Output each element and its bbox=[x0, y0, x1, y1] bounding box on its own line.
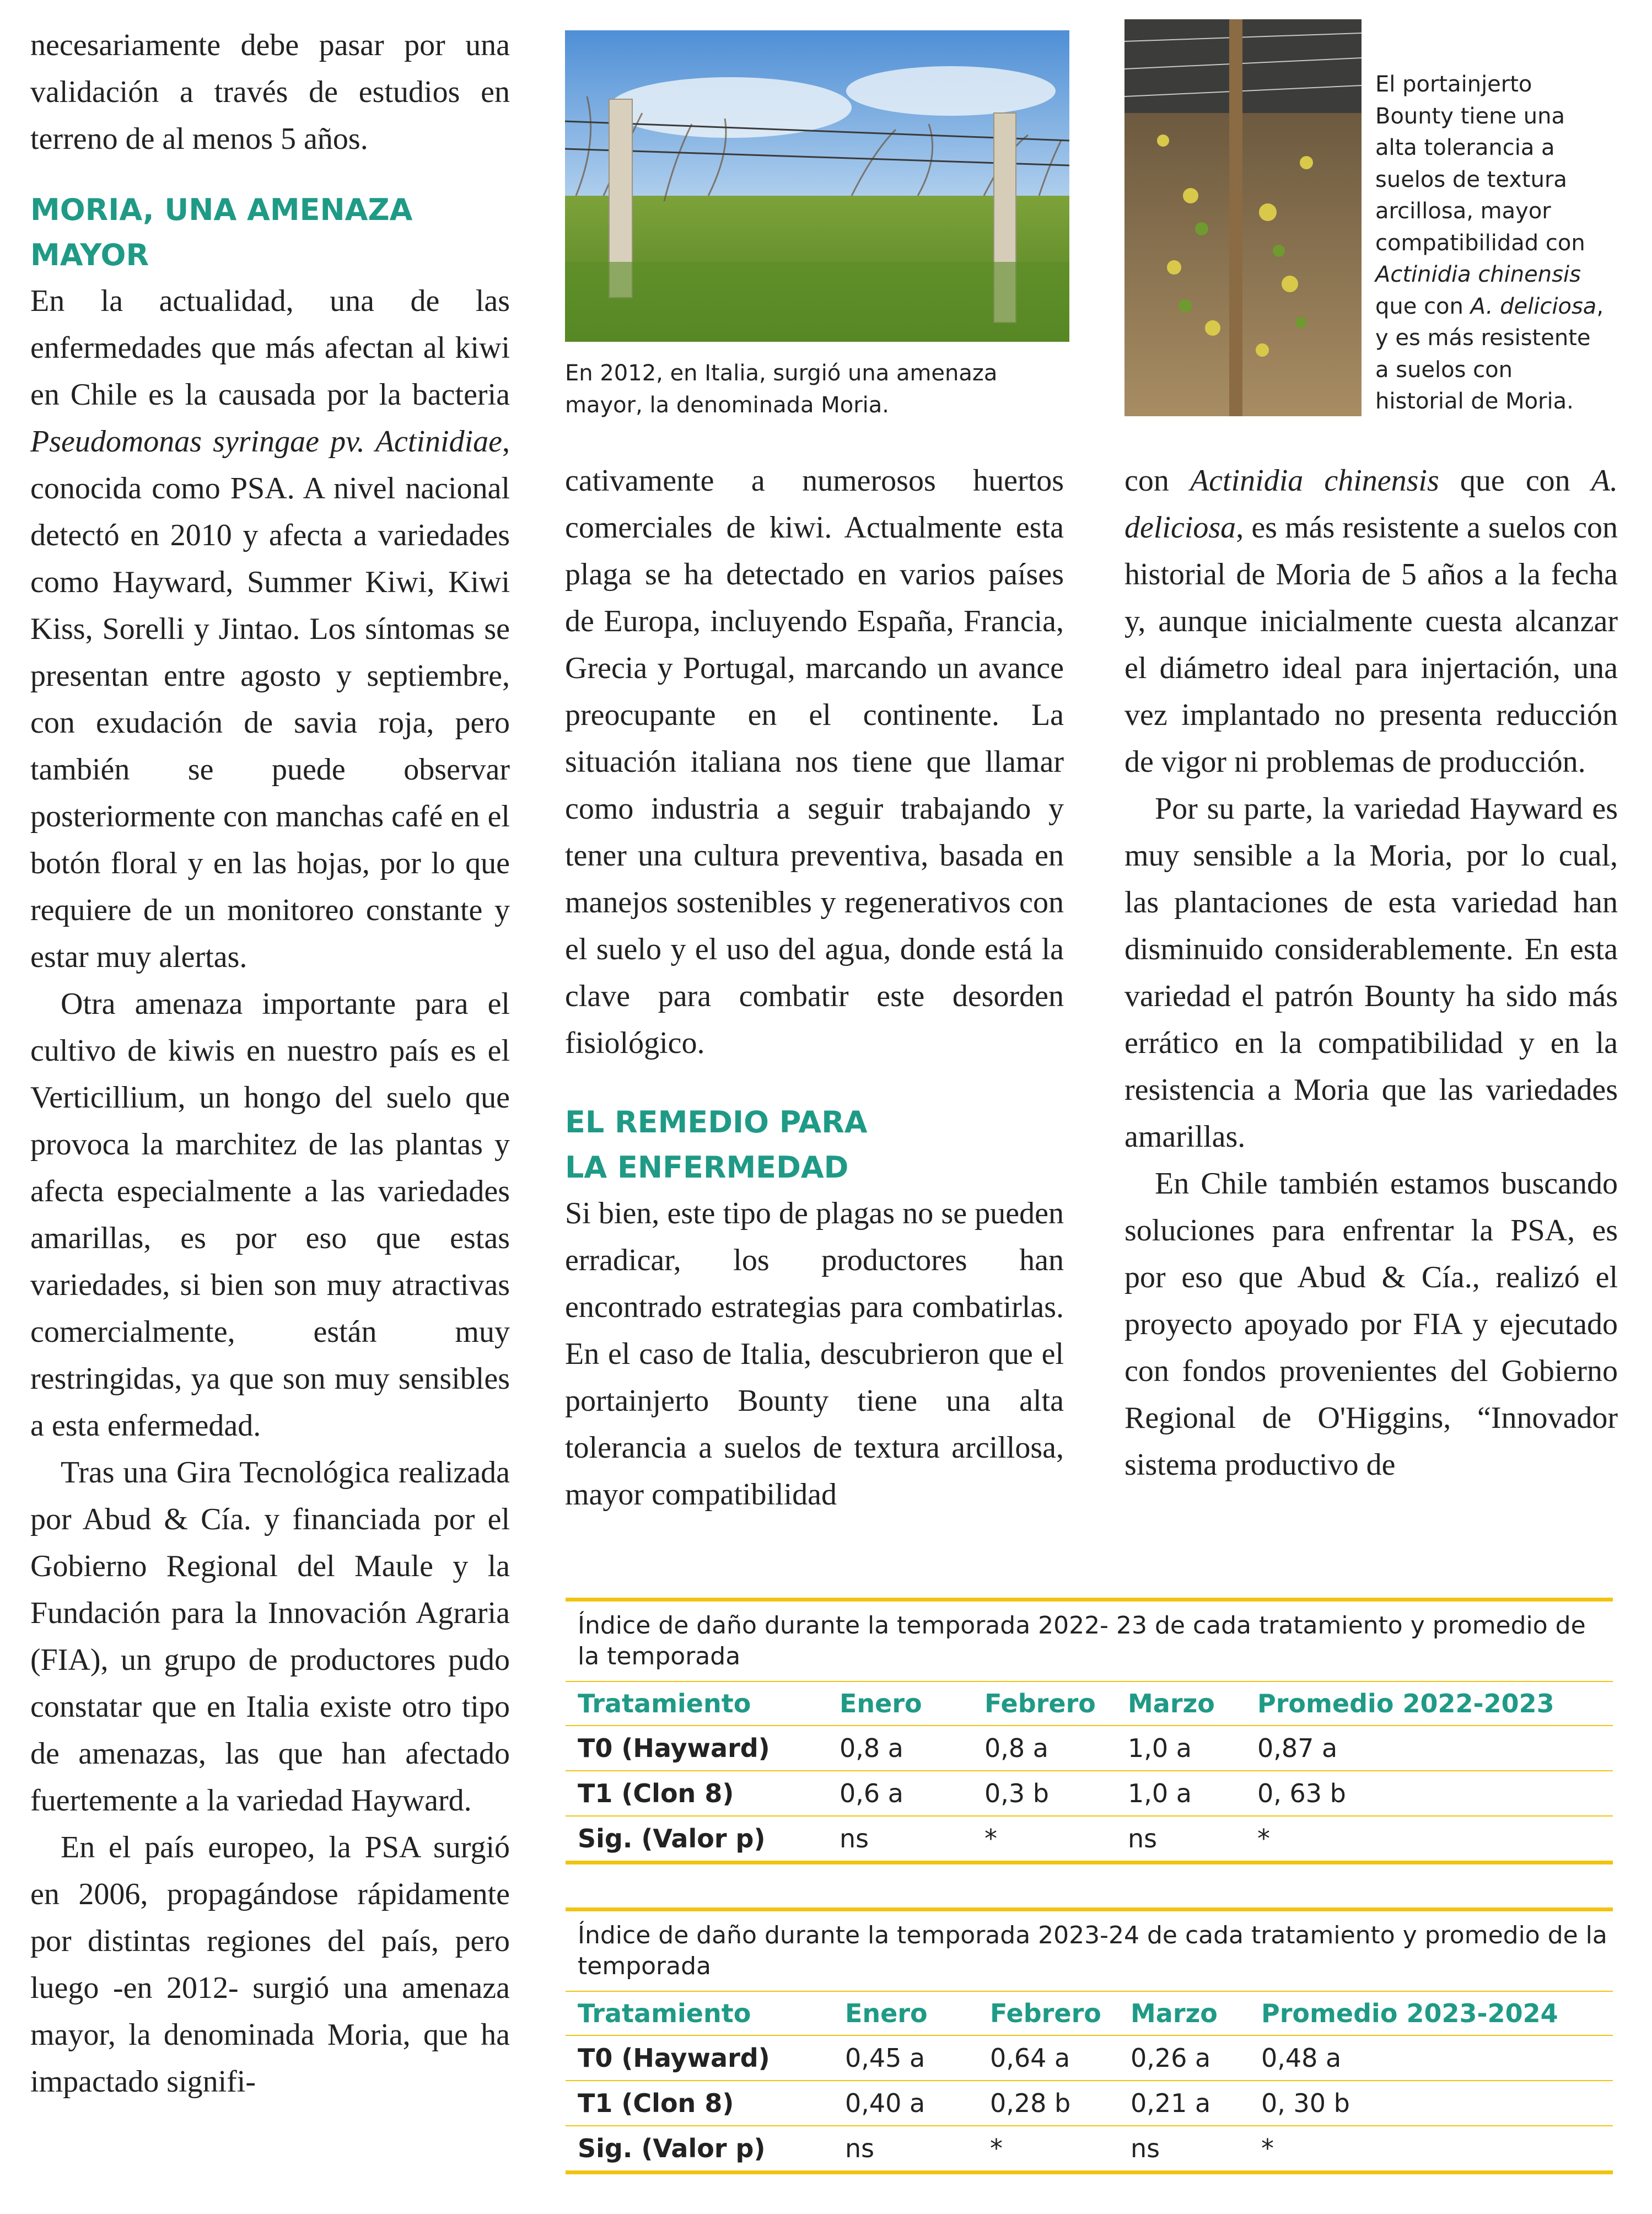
column-header: Promedio 2022-2023 bbox=[1245, 1681, 1613, 1726]
table-cell: 0,40 a bbox=[833, 2081, 978, 2126]
table-cell: ns bbox=[1118, 2126, 1249, 2171]
damage-index-table-2023-2024 bbox=[566, 1907, 1613, 2174]
row-label: T1 (Clon 8) bbox=[566, 1771, 827, 1816]
table-cell: 0,6 a bbox=[827, 1771, 972, 1816]
column-header: Febrero bbox=[978, 1991, 1118, 2035]
column-header: Enero bbox=[833, 1991, 978, 2035]
column-header: Enero bbox=[827, 1681, 972, 1726]
photo-bounty-image bbox=[1124, 19, 1362, 416]
table-cell: 0,45 a bbox=[833, 2035, 978, 2081]
table-cell: * bbox=[1249, 2126, 1613, 2171]
paragraph: Tras una Gira Tecnológica realizada por Abud & Cía. y financiada por el Gobierno Regional del Maule y la Fundación para la Innovación Agraria (FIA), un grupo de productores pudo constatar que en Italia existe otro tipo de amenazas, las que han afectado fuertemente a la variedad Hayward. bbox=[30, 1455, 510, 1818]
table-row bbox=[566, 2035, 1613, 2081]
table-header-row bbox=[566, 1991, 1613, 2035]
section-heading-remedio: EL REMEDIO PARA LA ENFERMEDAD bbox=[565, 1105, 868, 1185]
table-row bbox=[566, 1816, 1613, 1861]
table-row bbox=[566, 1771, 1613, 1816]
data-table bbox=[566, 1991, 1613, 2172]
table-cell: 0,87 a bbox=[1245, 1726, 1613, 1771]
table-cell: ns bbox=[827, 1816, 972, 1861]
table-cell: 1,0 a bbox=[1116, 1771, 1245, 1816]
column-header: Marzo bbox=[1118, 1991, 1249, 2035]
photo-caption-bounty: El portainjerto Bounty tiene una alta tolerancia a suelos de textura arcillosa, mayor compatibilidad con Actinidia chinensis que con A. deliciosa, y es más resistente a suelos con historial de Moria. bbox=[1375, 72, 1604, 414]
paragraph: con Actinidia chinensis que con A. deliciosa, es más resistente a suelos con historial de Moria de 5 años a la fecha y, aunque inicialmente cuesta alcanzar el diámetro ideal para injertación, una vez implantado no presenta reducción de vigor ni problemas de producción. bbox=[1124, 464, 1618, 779]
table-row bbox=[566, 1726, 1613, 1771]
table-cell: 0,64 a bbox=[978, 2035, 1118, 2081]
row-label: T0 (Hayward) bbox=[566, 2035, 833, 2081]
paragraph: Por su parte, la variedad Hayward es muy sensible a la Moria, por lo cual, las plantaciones de esta variedad han disminuido considerablemente. En esta variedad el patrón Bounty ha sido más errático en la compatibilidad y en la resistencia a Moria que las variedades amarillas. bbox=[1124, 792, 1618, 1154]
table-cell: * bbox=[978, 2126, 1118, 2171]
section-heading-moria: MORIA, UNA AMENAZA MAYOR bbox=[30, 192, 413, 272]
table-cell: 0,3 b bbox=[972, 1771, 1116, 1816]
table-cell: 1,0 a bbox=[1116, 1726, 1245, 1771]
table-cell: 0,48 a bbox=[1249, 2035, 1613, 2081]
column-header: Tratamiento bbox=[566, 1681, 827, 1726]
paragraph: Si bien, este tipo de plagas no se pueden erradicar, los productores han encontrado estrategias para combatirlas. En el caso de Italia, descubrieron que el portainjerto Bounty tiene una alta tolerancia a suelos de textura arcillosa, mayor compatibilidad bbox=[565, 1196, 1064, 1512]
table-cell: 0,8 a bbox=[972, 1726, 1116, 1771]
row-label: Sig. (Valor p) bbox=[566, 2126, 833, 2171]
row-label: T1 (Clon 8) bbox=[566, 2081, 833, 2126]
column-header: Promedio 2023-2024 bbox=[1249, 1991, 1613, 2035]
column-header: Marzo bbox=[1116, 1681, 1245, 1726]
table-cell: 0,26 a bbox=[1118, 2035, 1249, 2081]
paragraph: En Chile también estamos buscando soluciones para enfrentar la PSA, es por eso que Abud & Cía., realizó el proyecto apoyado por FIA y ejecutado con fondos provenientes del Gobierno Regional de O'Higgins, “Innovador sistema productivo de bbox=[1124, 1167, 1618, 1482]
photo-orchard-moria bbox=[565, 30, 1069, 342]
paragraph: En la actualidad, una de las enfermedades que más afectan al kiwi en Chile es la causada por la bacteria Pseudomonas syringae pv. Actinidiae, conocida como PSA. A nivel nacional detectó en 2010 y afecta a variedades como Hayward, Summer Kiwi, Kiwi Kiss, Sorelli y Jintao. Los síntomas se presentan entre agosto y septiembre, con exudación de savia roja, pero también se puede observar posteriormente con manchas café en el botón floral y en las hojas, por lo que requiere de un monitoreo constante y estar muy alertas. bbox=[30, 284, 510, 974]
table-cell: 0, 30 b bbox=[1249, 2081, 1613, 2126]
column-header: Febrero bbox=[972, 1681, 1116, 1726]
row-label: T0 (Hayward) bbox=[566, 1726, 827, 1771]
table-cell: 0, 63 b bbox=[1245, 1771, 1613, 1816]
paragraph: cativamente a numerosos huertos comerciales de kiwi. Actualmente esta plaga se ha detectado en varios países de Europa, incluyendo España, Francia, Grecia y Portugal, marcando un avance preocupante en el continente. La situación italiana nos tiene que llamar como industria a seguir trabajando y tener una cultura preventiva, basada en manejos sostenibles y regenerativos con el suelo y el uso del agua, donde está la clave para combatir este desorden fisiológico. bbox=[565, 464, 1064, 1060]
table-bottom-rule bbox=[566, 2172, 1613, 2174]
table-title: Índice de daño durante la temporada 2023-24 de cada tratamiento y promedio de la temporada bbox=[578, 1921, 1607, 1980]
paragraph: necesariamente debe pasar por una validación a través de estudios en terreno de al menos 5 años. bbox=[30, 28, 510, 156]
table-title: Índice de daño durante la temporada 2022- 23 de cada tratamiento y promedio de la temporada bbox=[578, 1611, 1586, 1670]
photo-orchard-image bbox=[565, 30, 1069, 342]
column-1 bbox=[30, 22, 510, 2105]
data-table bbox=[566, 1681, 1613, 1862]
table-cell: * bbox=[972, 1816, 1116, 1861]
photo-caption-moria: En 2012, en Italia, surgió una amenaza mayor, la denominada Moria. bbox=[565, 361, 998, 418]
table-cell: 0,21 a bbox=[1118, 2081, 1249, 2126]
table-cell: * bbox=[1245, 1816, 1613, 1861]
table-top-rule bbox=[566, 1907, 1613, 1911]
table-bottom-rule bbox=[566, 1862, 1613, 1864]
table-cell: 0,28 b bbox=[978, 2081, 1118, 2126]
table-cell: ns bbox=[833, 2126, 978, 2171]
table-top-rule bbox=[566, 1598, 1613, 1602]
table-cell: 0,8 a bbox=[827, 1726, 972, 1771]
table-row bbox=[566, 2126, 1613, 2171]
column-3 bbox=[1124, 458, 1618, 1488]
paragraph: Otra amenaza importante para el cultivo de kiwis en nuestro país es el Verticillium, un hongo del suelo que provoca la marchitez de las plantas y afecta especialmente a las variedades amarillas, es por eso que estas variedades, si bien son muy atractivas comercialmente, están muy restringidas, ya que son muy sensibles a esta enfermedad. bbox=[30, 987, 510, 1443]
damage-index-table-2022-2023 bbox=[566, 1598, 1613, 1864]
column-2 bbox=[565, 458, 1064, 1518]
paragraph: En el país europeo, la PSA surgió en 2006, propagándose rápidamente por distintas regiones del país, pero luego -en 2012- surgió una amenaza mayor, la denominada Moria, que ha impactado signifi- bbox=[30, 1830, 510, 2099]
row-label: Sig. (Valor p) bbox=[566, 1816, 827, 1861]
photo-bounty-rootstock bbox=[1124, 19, 1362, 416]
column-header: Tratamiento bbox=[566, 1991, 833, 2035]
table-row bbox=[566, 2081, 1613, 2126]
table-header-row bbox=[566, 1681, 1613, 1726]
table-cell: ns bbox=[1116, 1816, 1245, 1861]
